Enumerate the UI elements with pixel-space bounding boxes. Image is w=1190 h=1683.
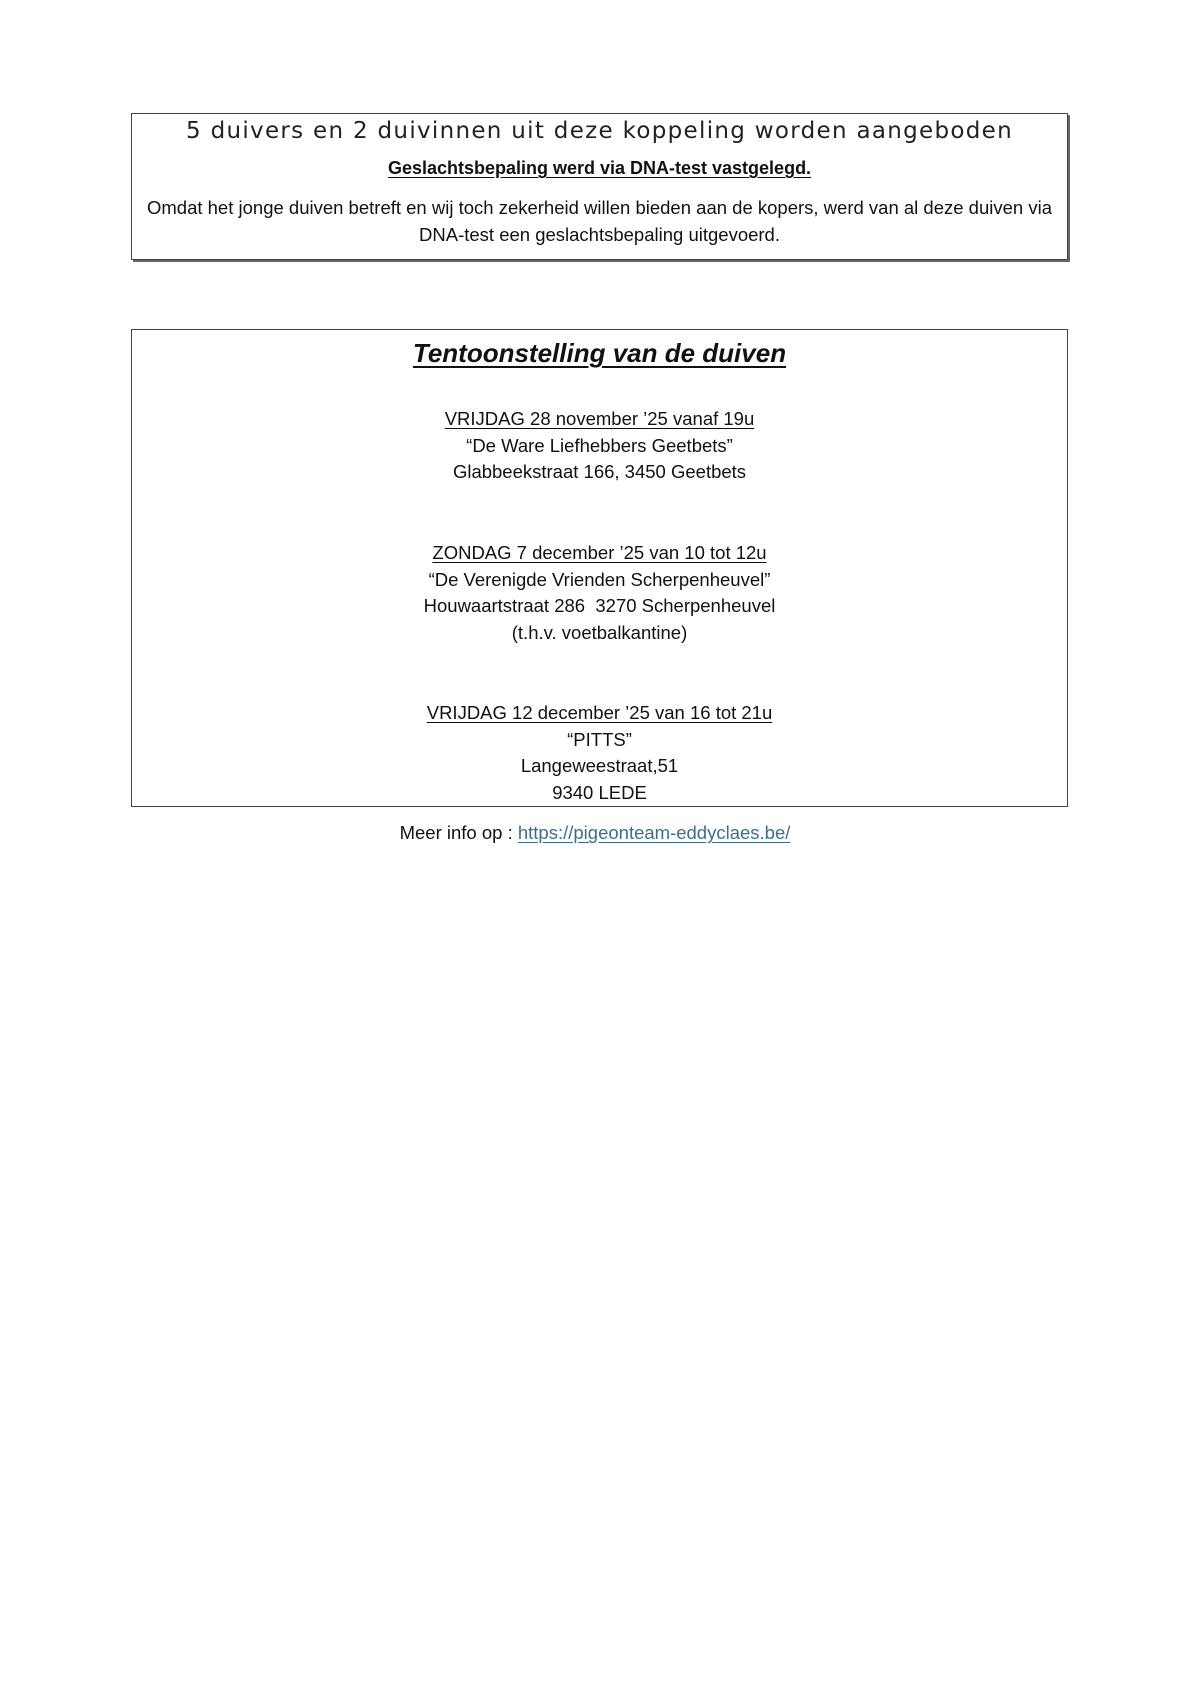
event-address: Houwaartstraat 286 3270 Scherpenheuvel <box>423 595 776 617</box>
exhibition-event <box>132 700 1067 806</box>
event-address: Langeweestraat,51 <box>520 755 679 777</box>
offer-body: Omdat het jonge duiven betreft en wij toch zekerheid willen bieden aan de kopers, werd van al deze duiven via DNA-test een geslachtsbepaling uitgevoerd. <box>146 197 1052 245</box>
offer-headline: 5 duivers en 2 duivinnen uit deze koppeling worden aangeboden <box>186 118 1013 144</box>
offer-subhead: Geslachtsbepaling werd via DNA-test vastgelegd. <box>387 158 812 178</box>
offer-box <box>131 113 1068 260</box>
event-date: ZONDAG 7 december ’25 van 10 tot 12u <box>432 542 767 563</box>
exhibition-title: Tentoonstelling van de duiven <box>412 338 787 368</box>
event-note: (t.h.v. voetbalkantine) <box>511 621 688 643</box>
event-date: VRIJDAG 28 november ’25 vanaf 19u <box>444 408 755 429</box>
exhibition-event <box>132 406 1067 486</box>
event-city: 9340 LEDE <box>552 781 647 803</box>
event-venue: “De Verenigde Vrienden Scherpenheuvel” <box>428 568 771 590</box>
event-date: VRIJDAG 12 december ’25 van 16 tot 21u <box>426 702 773 723</box>
website-link[interactable]: https://pigeonteam-eddyclaes.be/ <box>517 822 791 843</box>
more-info <box>0 822 1190 844</box>
event-venue: “De Ware Liefhebbers Geetbets” <box>466 434 733 456</box>
event-address: Glabbeekstraat 166, 3450 Geetbets <box>452 461 747 483</box>
event-venue: “PITTS” <box>567 728 632 750</box>
exhibition-event <box>132 540 1067 646</box>
exhibition-box <box>131 329 1068 807</box>
more-info-label: Meer info op : <box>399 822 518 843</box>
